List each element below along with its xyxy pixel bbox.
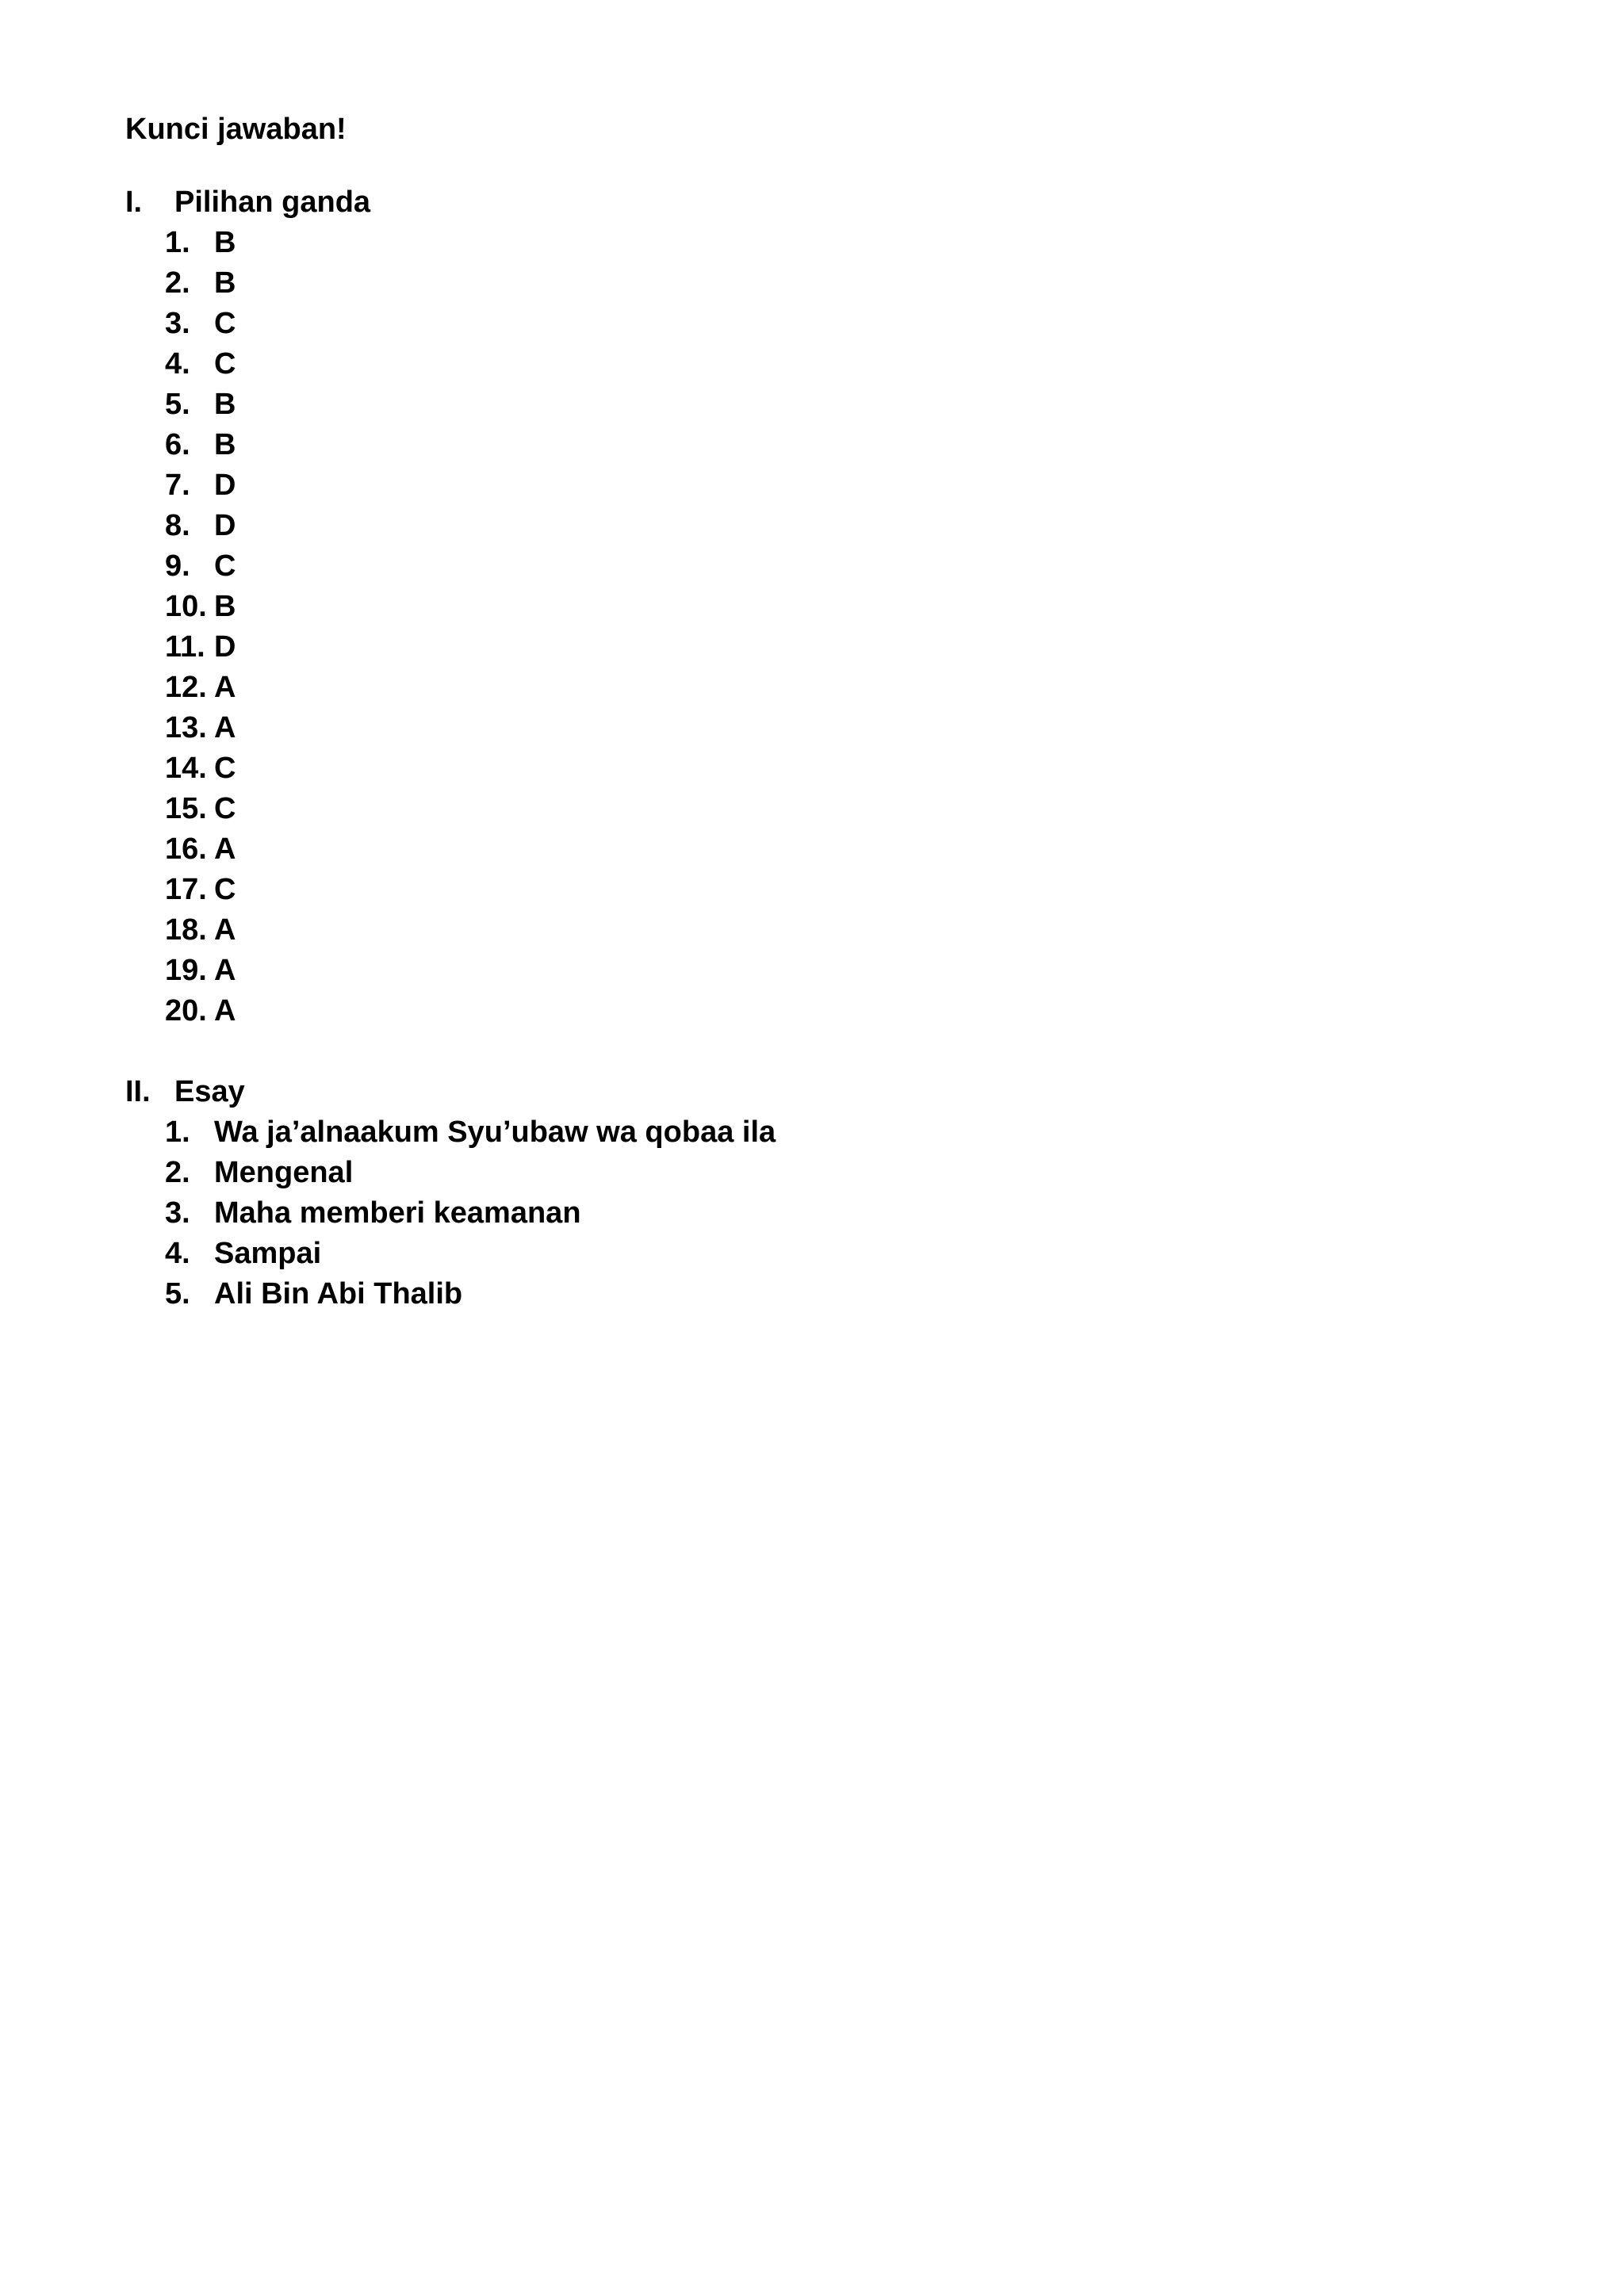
list-item <box>125 668 1473 708</box>
item-number: 8. <box>165 509 190 542</box>
section-number: I. <box>125 186 143 219</box>
item-answer: Mengenal <box>214 1156 354 1189</box>
item-number: 18. <box>165 913 207 947</box>
item-answer: A <box>214 994 236 1027</box>
item-answer: C <box>214 792 236 825</box>
list-item <box>125 263 1473 304</box>
item-number: 12. <box>165 671 207 704</box>
spacer <box>125 150 1473 182</box>
essay-list <box>125 1112 1473 1314</box>
list-item <box>125 991 1473 1031</box>
item-number: 4. <box>165 1237 190 1270</box>
spacer <box>125 1031 1473 1072</box>
list-item <box>125 748 1473 789</box>
list-item <box>125 910 1473 951</box>
item-answer: D <box>214 509 236 542</box>
item-answer: Wa ja’alnaakum Syu’ubaw wa qobaa ila <box>214 1115 776 1149</box>
item-number: 1. <box>165 226 190 259</box>
section-essay-heading <box>125 1072 1473 1112</box>
item-number: 1. <box>165 1115 190 1149</box>
item-number: 11. <box>165 630 205 664</box>
item-answer: Sampai <box>214 1237 322 1270</box>
item-number: 10. <box>165 590 207 623</box>
item-answer: C <box>214 752 236 785</box>
item-number: 4. <box>165 347 190 381</box>
item-number: 20. <box>165 994 207 1027</box>
item-number: 15. <box>165 792 207 825</box>
list-item <box>125 425 1473 465</box>
item-answer: A <box>214 671 236 704</box>
list-item <box>125 344 1473 385</box>
item-answer: D <box>214 469 236 502</box>
list-item <box>125 1234 1473 1274</box>
item-number: 17. <box>165 873 207 906</box>
item-number: 7. <box>165 469 190 502</box>
document-title: Kunci jawaban! <box>125 113 347 146</box>
section-label: Esay <box>174 1075 245 1108</box>
list-item <box>125 506 1473 546</box>
item-answer: D <box>214 630 236 664</box>
item-answer: A <box>214 832 236 866</box>
list-item <box>125 708 1473 748</box>
answer-key-document <box>125 109 1473 1314</box>
list-item <box>125 465 1473 506</box>
item-number: 6. <box>165 428 190 461</box>
list-item <box>125 1274 1473 1314</box>
item-answer: C <box>214 873 236 906</box>
item-answer: A <box>214 954 236 987</box>
section-multiple-choice-heading <box>125 182 1473 223</box>
item-number: 16. <box>165 832 207 866</box>
item-number: 2. <box>165 1156 190 1189</box>
list-item <box>125 951 1473 991</box>
section-label: Pilihan ganda <box>174 186 371 219</box>
list-item <box>125 1153 1473 1193</box>
item-answer: C <box>214 549 236 583</box>
item-number: 2. <box>165 266 190 300</box>
item-number: 3. <box>165 1196 190 1230</box>
item-answer: C <box>214 307 236 340</box>
item-number: 5. <box>165 388 190 421</box>
item-answer: C <box>214 347 236 381</box>
item-number: 14. <box>165 752 207 785</box>
item-answer: B <box>214 266 236 300</box>
item-number: 19. <box>165 954 207 987</box>
item-number: 13. <box>165 711 207 744</box>
list-item <box>125 829 1473 870</box>
list-item <box>125 587 1473 627</box>
item-answer: Ali Bin Abi Thalib <box>214 1277 463 1311</box>
list-item <box>125 385 1473 425</box>
item-answer: B <box>214 590 236 623</box>
item-answer: A <box>214 711 236 744</box>
list-item <box>125 223 1473 263</box>
item-number: 9. <box>165 549 190 583</box>
item-answer: B <box>214 428 236 461</box>
list-item <box>125 546 1473 587</box>
multiple-choice-list <box>125 223 1473 1031</box>
list-item <box>125 304 1473 344</box>
list-item <box>125 870 1473 910</box>
list-item <box>125 627 1473 668</box>
list-item <box>125 1193 1473 1234</box>
item-number: 5. <box>165 1277 190 1311</box>
item-number: 3. <box>165 307 190 340</box>
item-answer: Maha memberi keamanan <box>214 1196 581 1230</box>
list-item <box>125 789 1473 829</box>
list-item <box>125 1112 1473 1153</box>
item-answer: B <box>214 388 236 421</box>
section-number: II. <box>125 1075 151 1108</box>
item-answer: A <box>214 913 236 947</box>
item-answer: B <box>214 226 236 259</box>
